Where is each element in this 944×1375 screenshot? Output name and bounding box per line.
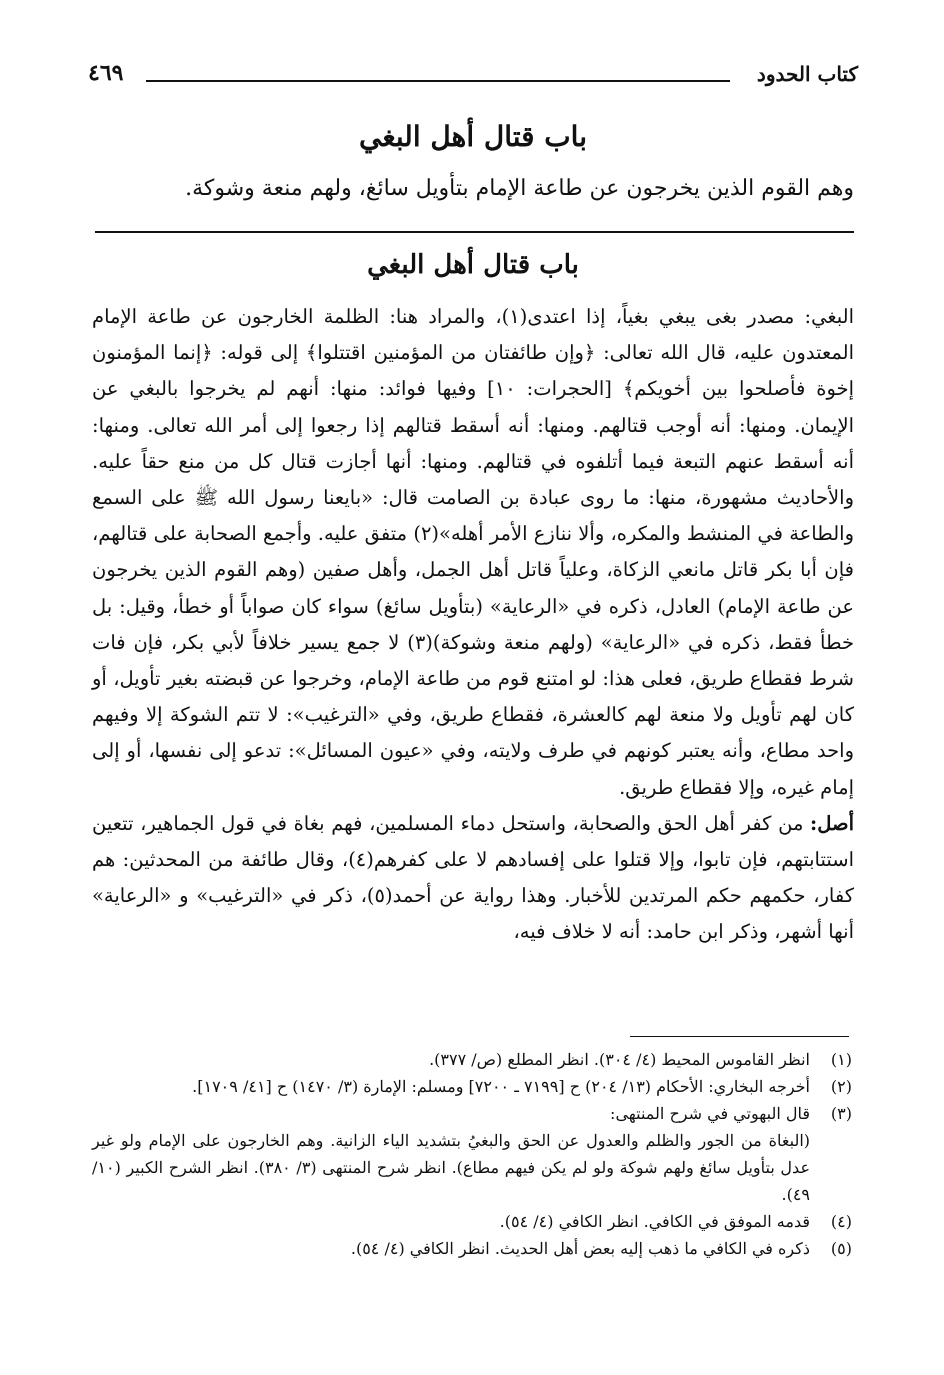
matn-text: وهم القوم الذين يخرجون عن طاعة الإمام بتأويل سائغ، ولهم منعة وشوكة.: [185, 176, 854, 201]
sharh-chapter-title: باب قتال أهل البغي: [367, 250, 579, 280]
footnote-text: انظر القاموس المحيط (٤/ ٣٠٤). انظر المطلع (ص/ ٣٧٧).: [429, 1050, 810, 1069]
footnote-number: (٢): [830, 1077, 852, 1096]
page-number: ٤٦٩: [88, 60, 124, 86]
footnote-number: (٤): [830, 1212, 852, 1231]
footnote-4: [92, 1208, 852, 1235]
footnote-number: (١): [830, 1050, 852, 1069]
footnote-rule: [630, 1036, 849, 1037]
header-rule: [146, 80, 730, 82]
running-header: [88, 60, 858, 100]
matn-chapter-title: باب قتال أهل البغي: [359, 120, 587, 153]
asl-lead: أصل:: [810, 811, 854, 835]
footnote-text: أخرجه البخاري: الأحكام (١٣/ ٢٠٤) ح [٧١٩٩ ـ ٧٢٠٠] ومسلم: الإمارة (٣/ ١٤٧٠) ح [٤١/ ١٧٠٩].: [192, 1077, 810, 1096]
footnote-1: [92, 1046, 852, 1073]
footnote-3: [92, 1100, 852, 1208]
footnote-number: (٣): [830, 1104, 852, 1123]
commentary-paragraph-2: [92, 806, 854, 951]
footnote-2: [92, 1073, 852, 1100]
footnote-text: قال البهوتي في شرح المنتهى:: [610, 1104, 810, 1123]
footnote-number: (٥): [830, 1239, 852, 1258]
footnotes: [92, 1046, 852, 1262]
commentary-paragraph-1: البغي: مصدر بغى يبغي بغياً، إذا اعتدى(١)، والمراد هنا: الظلمة الخارجون عن طاعة الإمام المعتدون عليه، قال الله تعالى: ﴿وإن طائفتان من المؤمنين اقتتلوا﴾ إلى قوله: ﴿إنما المؤمنون إخوة فأصلحوا بين أخويكم﴾ [الحجرات: ١٠] وفيها فوائد: منها: أنهم لم يخرجوا بالبغي عن الإيمان. ومنها: أنه أوجب قتالهم. ومنها: أنه أسقط قتالهم إذا رجعوا إلى أمر الله تعالى. ومنها: أنه أسقط عنهم التبعة فيما أتلفوه في قتالهم. ومنها: أنها أجازت قتال كل من منع حقاً عليه. والأحاديث مشهورة، منها: ما روى عبادة بن الصامت قال: «بايعنا رسول الله ﷺ على السمع والطاعة في المنشط والمكره، وألا ننازع الأمر أهله»(٢) متفق عليه. وأجمع الصحابة على قتالهم، فإن أبا بكر قاتل مانعي الزكاة، وعلياً قاتل أهل الجمل، وأهل صفين (وهم القوم الذين يخرجون عن طاعة الإمام) العادل، ذكره في «الرعاية» (بتأويل سائغ) سواء كان صواباً أو خطأ، وقيل: بل خطأ فقط، ذكره في «الرعاية» (ولهم منعة وشوكة)(٣) لا جمع يسير خلافاً لأبي بكر، فإن فات شرط فقطاع طريق، فعلى هذا: لو امتنع قوم من طاعة الإمام، وخرجوا عن قبضته بغير تأويل، أو كان لهم تأويل ولا منعة لهم كالعشرة، فقطاع طريق، وفي «الترغيب»: لا تتم الشوكة إلا وفيهم واحد مطاع، وأنه يعتبر كونهم في طرف ولايته، وفي «عيون المسائل»: تدعو إلى نفسها، أو إلى إمام غيره، وإلا فقطاع طريق.: [92, 305, 855, 799]
footnote-5: [92, 1235, 852, 1262]
asl-text: من كفر أهل الحق والصحابة، واستحل دماء المسلمين، فهم بغاة في قول الجماهير، تتعين استتابتهم، فإن تابوا، وإلا قتلوا على إفسادهم لا على كفرهم(٤)، وقال طائفة من المحدثين: هم كفار، حكمهم حكم المرتدين للأخبار. وهذا رواية عن أحمد(٥)، ذكر في «الترغيب» و «الرعاية» أنها أشهر، وذكر ابن حامد: أنه لا خلاف فيه،: [92, 811, 854, 944]
footnote-text: قدمه الموفق في الكافي. انظر الكافي (٤/ ٥٤).: [499, 1212, 810, 1231]
commentary-body: [92, 299, 854, 951]
footnote-quote: (البغاة من الجور والظلم والعدول عن الحق والبغيُ بتشديد الياء الزانية. وهم الخارجون على الإمام ولو غير عدل بتأويل سائغ ولهم شوكة ولو لم يكن فيهم مطاع). انظر شرح المنتهى (٣/ ٣٨٠). انظر الشرح الكبير (١٠/ ٤٩).: [92, 1131, 810, 1204]
footnote-text: ذكره في الكافي ما ذهب إليه بعض أهل الحديث. انظر الكافي (٤/ ٥٤).: [350, 1239, 810, 1258]
matn-separator-rule: [95, 231, 854, 233]
book-title: كتاب الحدود: [756, 62, 858, 86]
